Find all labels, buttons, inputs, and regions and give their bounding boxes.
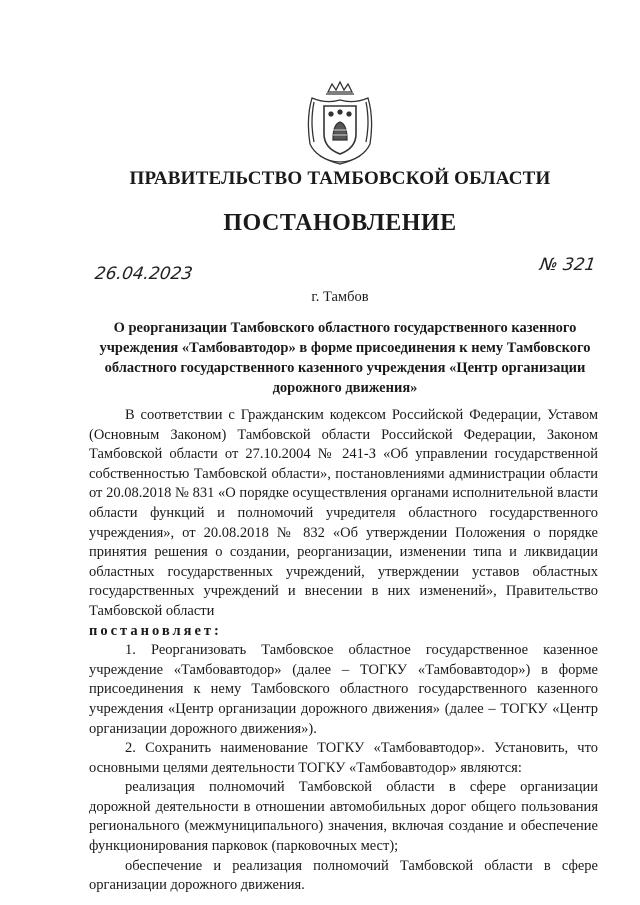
paragraph-4: обеспечение и реализация полномочий Тамбовской области в сфере организации дорожного движения. — [89, 857, 598, 894]
document-date: 26.04.2023 — [93, 264, 194, 284]
paragraph-1: 1. Реорганизовать Тамбовское областное государственное казенное учреждение «Тамбовавтодор» (далее – ТОГКУ «Тамбовавтодор») в форме присоединения к нему Тамбовского областного государственного казенного учреждения «Центр организации дорожного движения» (далее – ТОГКУ «Центр организации дорожного движения»). — [89, 642, 598, 737]
document-type: ПОСТАНОВЛЕНИЕ — [223, 210, 457, 236]
preamble-paragraph: В соответствии с Гражданским кодексом Российской Федерации, Уставом (Основным Законом) Тамбовской области Российской Федерации, Законом Тамбовской области от 27.10.2004 № 241-З «Об управлении государственной собственностью Тамбовской области», постановлениями администрации области от 20.08.2018 № 831 «О порядке осуществления органами исполнительной власти области функций и полномочий учредителя областного государственного учреждения», от 20.08.2018 № 832 «Об утверждении Положения о порядке принятия решения о создании, реорганизации, изменении типа и ликвидации областных государственных учреждений, утверждении уставов областных государственных учреждений и внесении в них изменений», Правительство Тамбовской области — [89, 407, 598, 619]
document-city: г. Тамбов — [311, 289, 369, 305]
document-subject: О реорганизации Тамбовского областного государственного казенного учреждения «Тамбовавтодор» в форме присоединения к нему Тамбовского областного государственного казенного учреждения «Центр организации дорожного движения» — [99, 320, 591, 396]
paragraph-2: 2. Сохранить наименование ТОГКУ «Тамбовавтодор». Установить, что основными целями деятельности ТОГКУ «Тамбовавтодор» являются: — [89, 740, 598, 776]
paragraph-3: реализация полномочий Тамбовской области в сфере организации дорожной деятельности в отношении автомобильных дорог общего пользования регионального (межмуниципального) значения, включая создание и обеспечение функционирования парковок (парковочных мест); — [89, 779, 598, 855]
government-name: ПРАВИТЕЛЬСТВО ТАМБОВСКОЙ ОБЛАСТИ — [129, 168, 551, 189]
resolves-heading: постановляет: — [89, 622, 222, 639]
document-body — [89, 406, 598, 896]
coat-of-arms-emblem — [302, 78, 378, 166]
document-number: № 321 — [538, 255, 597, 275]
